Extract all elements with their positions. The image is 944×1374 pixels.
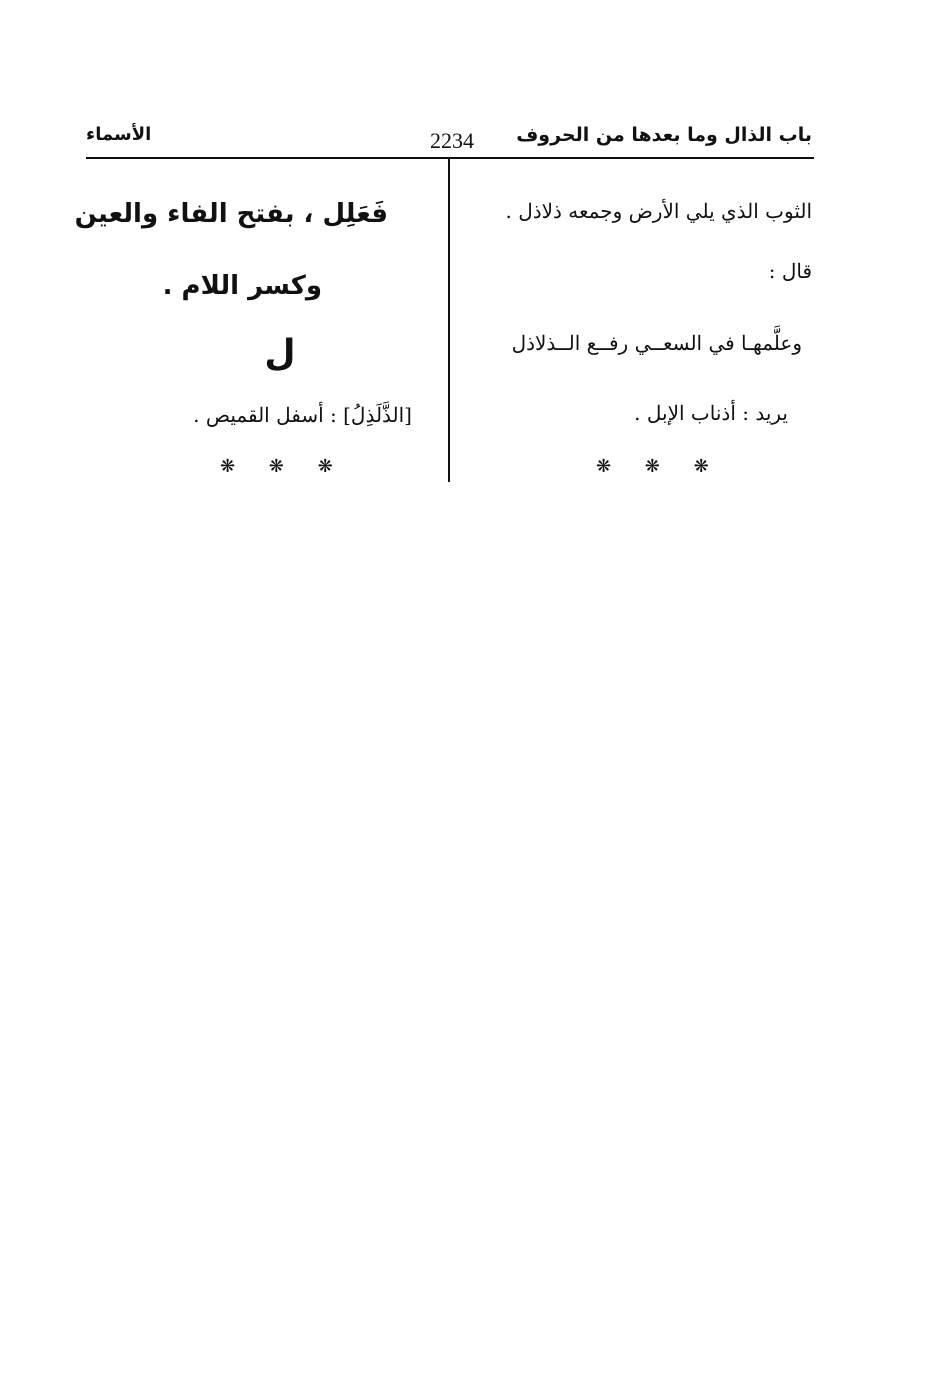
page-number: 2234	[430, 128, 474, 153]
dictionary-entry: [الذَّلَذِلُ] : أسفل القميص .	[193, 403, 412, 427]
verse-explanation: يريد : أذناب الإبل .	[634, 401, 788, 425]
section-title: الأسماء	[86, 124, 152, 145]
right-column	[460, 158, 812, 498]
left-column	[74, 158, 440, 498]
pattern-heading: فَعَلِل ، بفتح الفاء والعين	[74, 199, 388, 229]
page-header	[86, 124, 814, 156]
quote-intro: قال :	[768, 259, 812, 283]
column-divider	[448, 158, 450, 482]
section-separator: ❋ ❋ ❋	[596, 456, 723, 477]
definition-line: الثوب الذي يلي الأرض وجمعه ذلاذل .	[505, 199, 812, 223]
chapter-title: باب الذال وما بعدها من الحروف	[516, 124, 812, 146]
pattern-heading-continued: وكسر اللام .	[162, 271, 322, 301]
poetry-verse: وعلَّمهـا في السعــي رفــع الــذلاذل	[511, 331, 802, 355]
letter-heading: ل	[264, 333, 296, 374]
section-separator: ❋ ❋ ❋	[220, 456, 347, 477]
